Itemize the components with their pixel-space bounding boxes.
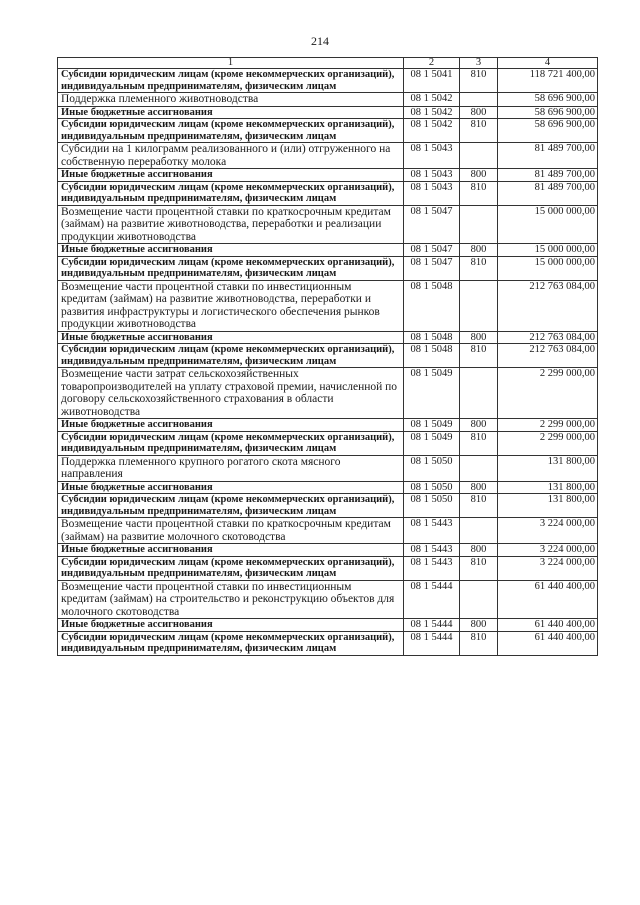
row-code-cell: 08 1 5444: [404, 631, 460, 655]
row-name-cell: Иные бюджетные ассигнования: [58, 169, 404, 182]
row-sum-cell: 212 763 084,00: [498, 280, 598, 331]
row-type-cell: [460, 518, 498, 544]
row-sum-cell: 2 299 000,00: [498, 368, 598, 419]
row-code-cell: 08 1 5443: [404, 544, 460, 557]
table-header-row: [58, 58, 598, 69]
table-row: [58, 580, 598, 618]
row-code-cell: 08 1 5050: [404, 481, 460, 494]
row-sum-cell: 212 763 084,00: [498, 344, 598, 368]
row-name-cell: Иные бюджетные ассигнования: [58, 419, 404, 432]
table-row: [58, 331, 598, 344]
row-code-cell: 08 1 5049: [404, 431, 460, 455]
row-code-cell: 08 1 5444: [404, 619, 460, 632]
table-body: [58, 58, 598, 656]
table-row: [58, 280, 598, 331]
row-code-cell: 08 1 5050: [404, 455, 460, 481]
table-row: [58, 431, 598, 455]
row-name-cell: Субсидии юридическим лицам (кроме некоммерческих организаций), индивидуальным предпринимателям, физическим лицам: [58, 256, 404, 280]
table-row: [58, 368, 598, 419]
row-sum-cell: 131 800,00: [498, 481, 598, 494]
row-code-cell: 08 1 5050: [404, 494, 460, 518]
row-name-cell: Субсидии юридическим лицам (кроме некоммерческих организаций), индивидуальным предпринимателям, физическим лицам: [58, 631, 404, 655]
table-row: [58, 494, 598, 518]
row-type-cell: [460, 205, 498, 243]
page-number: 214: [311, 34, 329, 48]
budget-table: [57, 57, 598, 656]
table-row: [58, 205, 598, 243]
row-sum-cell: 3 224 000,00: [498, 556, 598, 580]
table-row: [58, 181, 598, 205]
row-code-cell: 08 1 5047: [404, 244, 460, 257]
row-code-cell: 08 1 5048: [404, 331, 460, 344]
row-code-cell: 08 1 5041: [404, 69, 460, 93]
row-type-cell: [460, 580, 498, 618]
table-row: [58, 518, 598, 544]
row-code-cell: 08 1 5443: [404, 518, 460, 544]
row-sum-cell: 118 721 400,00: [498, 69, 598, 93]
table-row: [58, 93, 598, 106]
row-type-cell: 800: [460, 619, 498, 632]
row-sum-cell: 3 224 000,00: [498, 544, 598, 557]
row-sum-cell: 2 299 000,00: [498, 419, 598, 432]
table-row: [58, 106, 598, 119]
row-name-cell: Иные бюджетные ассигнования: [58, 544, 404, 557]
row-name-cell: Субсидии юридическим лицам (кроме некоммерческих организаций), индивидуальным предпринимателям, физическим лицам: [58, 69, 404, 93]
row-code-cell: 08 1 5049: [404, 368, 460, 419]
row-code-cell: 08 1 5047: [404, 256, 460, 280]
row-name-cell: Иные бюджетные ассигнования: [58, 106, 404, 119]
row-code-cell: 08 1 5042: [404, 119, 460, 143]
row-name-cell: Иные бюджетные ассигнования: [58, 331, 404, 344]
row-type-cell: 800: [460, 106, 498, 119]
row-sum-cell: 58 696 900,00: [498, 119, 598, 143]
row-name-cell: Иные бюджетные ассигнования: [58, 481, 404, 494]
table-row: [58, 169, 598, 182]
row-type-cell: [460, 455, 498, 481]
row-code-cell: 08 1 5049: [404, 419, 460, 432]
row-sum-cell: 131 800,00: [498, 455, 598, 481]
row-name-cell: Субсидии на 1 килограмм реализованного и (или) отгруженного на собственную переработку молока: [58, 143, 404, 169]
row-type-cell: 810: [460, 69, 498, 93]
header-col-1: 1: [58, 58, 404, 69]
row-name-cell: Возмещение части процентной ставки по краткосрочным кредитам (займам) на развитие животноводства, переработки и реализации продукции животноводства: [58, 205, 404, 243]
row-code-cell: 08 1 5043: [404, 169, 460, 182]
table-row: [58, 481, 598, 494]
row-sum-cell: 3 224 000,00: [498, 518, 598, 544]
row-type-cell: [460, 93, 498, 106]
row-name-cell: Субсидии юридическим лицам (кроме некоммерческих организаций), индивидуальным предпринимателям, физическим лицам: [58, 556, 404, 580]
row-code-cell: 08 1 5043: [404, 181, 460, 205]
table-row: [58, 256, 598, 280]
row-type-cell: 800: [460, 481, 498, 494]
row-code-cell: 08 1 5048: [404, 344, 460, 368]
row-sum-cell: 61 440 400,00: [498, 580, 598, 618]
row-type-cell: 810: [460, 556, 498, 580]
table-row: [58, 556, 598, 580]
row-type-cell: 810: [460, 494, 498, 518]
row-name-cell: Возмещение части процентной ставки по инвестиционным кредитам (займам) на строительство и реконструкцию объектов для молочного скотоводства: [58, 580, 404, 618]
row-name-cell: Возмещение части затрат сельскохозяйственных товаропроизводителей на уплату страховой премии, начисленной по договору сельскохозяйственного страхования в области животноводства: [58, 368, 404, 419]
row-sum-cell: 131 800,00: [498, 494, 598, 518]
row-code-cell: 08 1 5444: [404, 580, 460, 618]
row-type-cell: 810: [460, 256, 498, 280]
table-row: [58, 119, 598, 143]
table-row: [58, 631, 598, 655]
row-code-cell: 08 1 5042: [404, 93, 460, 106]
row-sum-cell: 15 000 000,00: [498, 256, 598, 280]
row-type-cell: [460, 280, 498, 331]
row-name-cell: Поддержка племенного животноводства: [58, 93, 404, 106]
row-sum-cell: 15 000 000,00: [498, 205, 598, 243]
row-sum-cell: 61 440 400,00: [498, 619, 598, 632]
row-name-cell: Субсидии юридическим лицам (кроме некоммерческих организаций), индивидуальным предпринимателям, физическим лицам: [58, 494, 404, 518]
row-name-cell: Субсидии юридическим лицам (кроме некоммерческих организаций), индивидуальным предпринимателям, физическим лицам: [58, 431, 404, 455]
row-type-cell: 810: [460, 181, 498, 205]
header-col-4: 4: [498, 58, 598, 69]
row-type-cell: 800: [460, 544, 498, 557]
row-name-cell: Поддержка племенного крупного рогатого скота мясного направления: [58, 455, 404, 481]
table-row: [58, 344, 598, 368]
row-name-cell: Иные бюджетные ассигнования: [58, 619, 404, 632]
row-type-cell: [460, 368, 498, 419]
row-sum-cell: 81 489 700,00: [498, 169, 598, 182]
row-type-cell: 810: [460, 119, 498, 143]
row-code-cell: 08 1 5443: [404, 556, 460, 580]
row-type-cell: 810: [460, 431, 498, 455]
row-sum-cell: 15 000 000,00: [498, 244, 598, 257]
row-code-cell: 08 1 5043: [404, 143, 460, 169]
row-sum-cell: 2 299 000,00: [498, 431, 598, 455]
row-name-cell: Субсидии юридическим лицам (кроме некоммерческих организаций), индивидуальным предпринимателям, физическим лицам: [58, 119, 404, 143]
row-name-cell: Субсидии юридическим лицам (кроме некоммерческих организаций), индивидуальным предпринимателям, физическим лицам: [58, 181, 404, 205]
row-type-cell: 800: [460, 169, 498, 182]
row-name-cell: Возмещение части процентной ставки по краткосрочным кредитам (займам) на развитие молочного скотоводства: [58, 518, 404, 544]
row-sum-cell: 58 696 900,00: [498, 93, 598, 106]
row-sum-cell: 61 440 400,00: [498, 631, 598, 655]
row-type-cell: 800: [460, 244, 498, 257]
row-sum-cell: 81 489 700,00: [498, 143, 598, 169]
row-sum-cell: 212 763 084,00: [498, 331, 598, 344]
table-row: [58, 143, 598, 169]
row-name-cell: Субсидии юридическим лицам (кроме некоммерческих организаций), индивидуальным предпринимателям, физическим лицам: [58, 344, 404, 368]
header-col-3: 3: [460, 58, 498, 69]
row-type-cell: 810: [460, 631, 498, 655]
table-row: [58, 244, 598, 257]
row-code-cell: 08 1 5048: [404, 280, 460, 331]
row-sum-cell: 58 696 900,00: [498, 106, 598, 119]
table-row: [58, 619, 598, 632]
row-type-cell: [460, 143, 498, 169]
row-sum-cell: 81 489 700,00: [498, 181, 598, 205]
row-code-cell: 08 1 5047: [404, 205, 460, 243]
table-row: [58, 419, 598, 432]
row-name-cell: Иные бюджетные ассигнования: [58, 244, 404, 257]
row-name-cell: Возмещение части процентной ставки по инвестиционным кредитам (займам) на развитие животноводства, переработки и развития инфраструктуры и логистического обеспечения рынков продукции животноводства: [58, 280, 404, 331]
row-type-cell: 800: [460, 419, 498, 432]
row-type-cell: 810: [460, 344, 498, 368]
table-row: [58, 69, 598, 93]
table-row: [58, 544, 598, 557]
row-code-cell: 08 1 5042: [404, 106, 460, 119]
row-type-cell: 800: [460, 331, 498, 344]
table-row: [58, 455, 598, 481]
header-col-2: 2: [404, 58, 460, 69]
